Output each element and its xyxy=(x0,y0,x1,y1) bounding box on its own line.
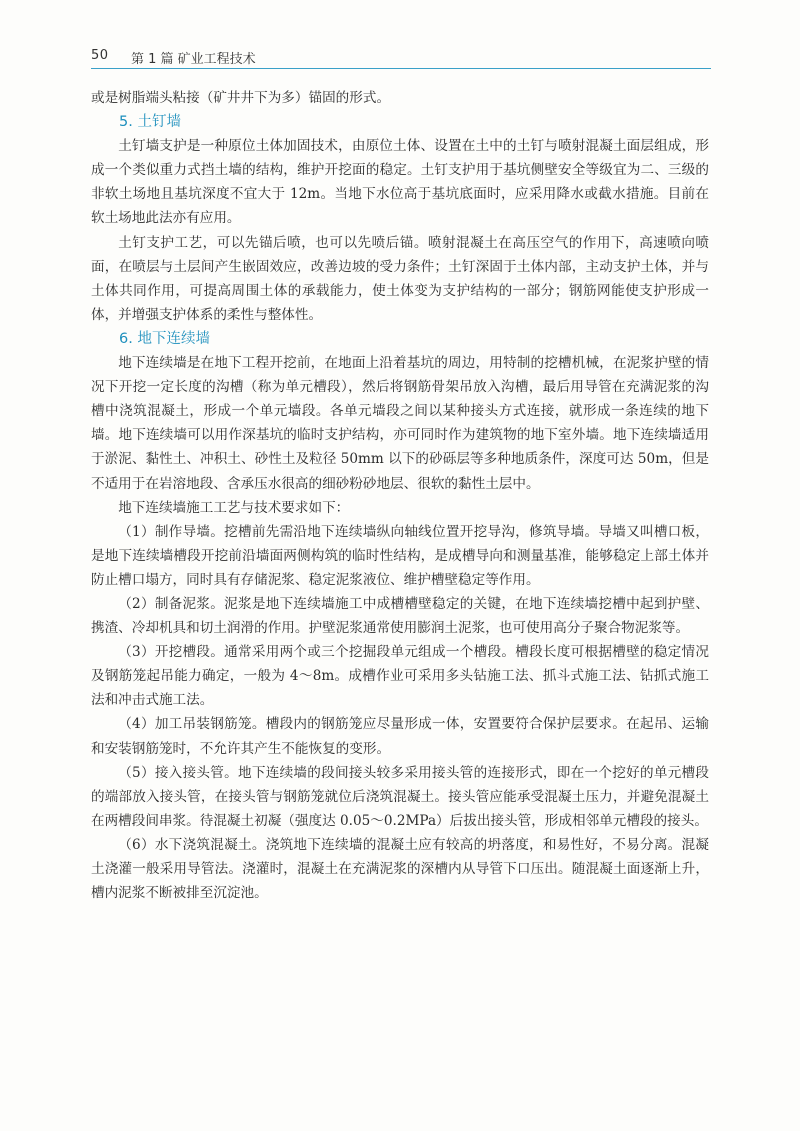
list-item: （1）制作导墙。挖槽前先需沿地下连续墙纵向轴线位置开挖导沟，修筑导墙。导墙又叫槽口板，是地下连续墙槽段开挖前沿墙面两侧构筑的临时性结构，是成槽导向和测量基准，能够稳定上部土体并防止槽口塌方，同时具有存储泥浆、稳定泥浆液位、维护槽壁稳定等作用。 xyxy=(91,523,709,588)
paragraph: 土钉支护工艺，可以先锚后喷，也可以先喷后锚。喷射混凝土在高压空气的作用下，高速喷向喷面，在喷层与土层间产生嵌固效应，改善边坡的受力条件；土钉深固于土体内部，主动支护土体，并与土体共同作用，可提高周围土体的承载能力，使土体变为支护结构的一部分；钢筋网能使支护形成一体，并增强支护体系的柔性与整体性。 xyxy=(91,234,709,323)
page-number: 50 xyxy=(91,48,109,63)
list-item: （6）水下浇筑混凝土。浇筑地下连续墙的混凝土应有较高的坍落度，和易性好，不易分离。混凝土浇灌一般采用导管法。浇灌时，混凝土在充满泥浆的深槽内从导管下口压出。随混凝土面逐渐上升，槽内泥浆不断被排至沉淀池。 xyxy=(91,836,709,902)
section-heading-diaphragm-wall: 6. 地下连续墙 xyxy=(119,330,210,347)
list-item: （2）制备泥浆。泥浆是地下连续墙施工中成槽槽壁稳定的关键，在地下连续墙挖槽中起到护壁、携渣、冷却机具和切土润滑的作用。护壁泥浆通常使用膨润土泥浆，也可使用高分子聚合物泥浆等。 xyxy=(91,595,709,637)
chapter-title: 第 1 篇 矿业工程技术 xyxy=(131,52,256,67)
paragraph: 地下连续墙施工工艺与技术要求如下： xyxy=(118,499,350,516)
list-item: （3）开挖槽段。通常采用两个或三个挖掘段单元组成一个槽段。槽段长度可根据槽壁的稳定情况及钢筋笼起吊能力确定，一般为 4～8m。成槽作业可采用多头钻施工法、抓斗式施工法、钻抓式施工法和冲击式施工法。 xyxy=(91,644,709,709)
body-text xyxy=(91,86,709,905)
paragraph: 地下连续墙是在地下工程开挖前，在地面上沿着基坑的周边，用特制的挖槽机械，在泥浆护壁的情况下开挖一定长度的沟槽（称为单元槽段），然后将钢筋骨架吊放入沟槽，最后用导管在充满泥浆的沟槽中浇筑混凝土，形成一个单元墙段。各单元墙段之间以某种接头方式连接，就形成一条连续的地下墙。地下连续墙可以用作深基坑的临时支护结构，亦可同时作为建筑物的地下室外墙。地下连续墙适用于淤泥、黏性土、冲积土、砂性土及粒径 50mm 以下的砂砾层等多种地质条件，深度可达 50m，但是不适用于在岩溶地段、含承压水很高的细砂粉砂地层、很软的黏性土层中。 xyxy=(91,355,709,492)
list-item: （4）加工吊装钢筋笼。槽段内的钢筋笼应尽量形成一体，安置要符合保护层要求。在起吊、运输和安装钢筋笼时，不允许其产生不能恢复的变形。 xyxy=(91,716,709,757)
header-rule xyxy=(91,68,711,69)
paragraph: 土钉墙支护是一种原位土体加固技术，由原位土体、设置在土中的土钉与喷射混凝土面层组成，形成一个类似重力式挡土墙的结构，维护开挖面的稳定。土钉支护用于基坑侧壁安全等级宜为二、三级的非软土场地且基坑深度不宜大于 12m。当地下水位高于基坑底面时，应采用降水或截水措施。目前在软土场地此法亦有应用。 xyxy=(91,138,709,227)
paragraph: 或是树脂端头粘接（矿井井下为多）锚固的形式。 xyxy=(91,90,391,106)
page-header xyxy=(91,44,711,68)
section-heading-soil-nail-wall: 5. 土钉墙 xyxy=(119,114,181,131)
list-item: （5）接入接头管。地下连续墙的段间接头较多采用接头管的连接形式，即在一个挖好的单元槽段的端部放入接头管，在接头管与钢筋笼就位后浇筑混凝土。接头管应能承受混凝土压力，并避免混凝土在两槽段间串浆。待混凝土初凝（强度达 0.05～0.2MPa）后拔出接头管，形成相邻单元槽段的接头。 xyxy=(91,764,709,829)
